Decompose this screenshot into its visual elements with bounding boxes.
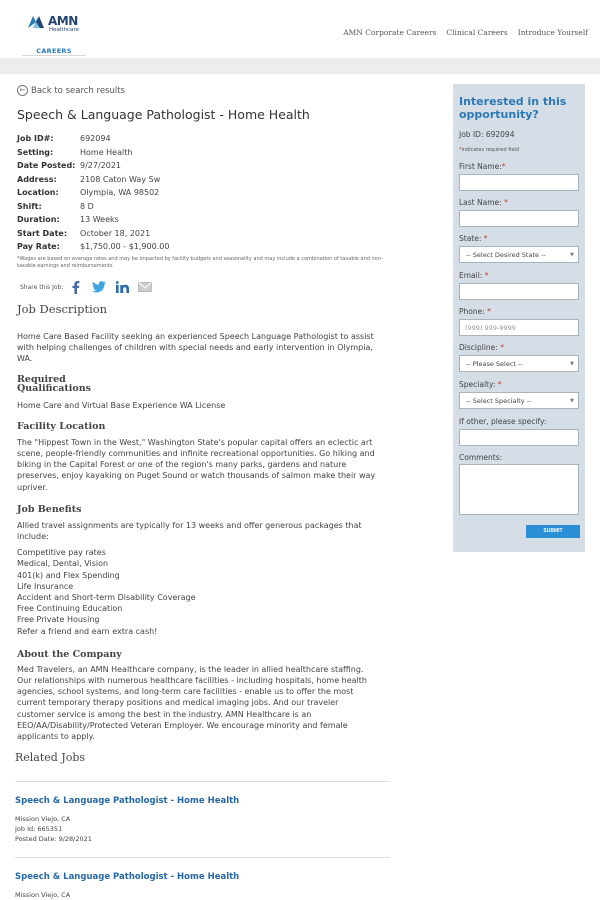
careers-label: CAREERS — [36, 47, 72, 55]
phone-label: Phone: * — [459, 307, 491, 316]
detail-label: Duration: — [17, 215, 60, 224]
detail-row-location — [17, 188, 169, 202]
related-job-location: Mission Viejo, CA — [15, 891, 71, 899]
list-item: Medical, Dental, Vision — [17, 559, 109, 569]
job-benefits-intro: Allied travel assignments are typically for 13 weeks and offer generous packages that include: — [17, 520, 362, 542]
detail-value: Olympia, WA 98502 — [80, 188, 160, 197]
detail-label: Pay Rate: — [17, 242, 60, 251]
facility-location-heading: Facility Location — [17, 420, 106, 432]
state-label: State: * — [459, 234, 488, 243]
twitter-icon[interactable] — [92, 280, 106, 294]
back-label: Back to search results — [31, 85, 125, 96]
related-job-meta — [15, 890, 70, 900]
submit-button[interactable]: SUBMIT — [526, 525, 580, 538]
header-divider-band — [0, 58, 600, 74]
detail-value: 13 Weeks — [80, 215, 119, 224]
job-content — [17, 302, 377, 742]
apply-form-panel — [453, 84, 585, 552]
related-jobs-heading: Related Jobs — [15, 751, 86, 764]
detail-value: Home Health — [80, 147, 133, 157]
logo-text: AMN — [48, 14, 78, 28]
detail-label: Setting: — [17, 147, 54, 157]
detail-row-date-posted — [17, 161, 169, 175]
detail-value: 9/27/2021 — [80, 161, 122, 170]
job-description-heading: Job Description — [17, 302, 108, 316]
back-arrow-icon: ← — [17, 85, 28, 96]
required-note: *indicates required field — [459, 147, 519, 153]
other-specify-input[interactable] — [459, 429, 579, 446]
detail-label: Job ID#: — [17, 134, 54, 143]
facility-location-text: The "Hippest Town in the West," Washington State's popular capital offers an eclectic art scene, people-friendly communities and infinite recreational opportunities. Go hiking and biking in the Capital Forest or one of the region's many parks, gardens and nature preserves, enjoy kayaking on Puget Sound or watch thousands of salmon make their way upriver. — [17, 437, 376, 492]
chevron-down-icon: ▼ — [570, 361, 574, 367]
required-qualifications-heading — [17, 375, 377, 393]
required-qualifications-text: Home Care and Virtual Base Experience WA License — [17, 400, 226, 410]
discipline-label: Discipline: * — [459, 343, 504, 352]
share-label: Share this Job: — [20, 283, 64, 291]
related-job-id: Job Id: 665351 — [15, 825, 63, 833]
amn-logo-icon — [28, 14, 44, 30]
detail-row-job-id — [17, 134, 169, 148]
specialty-label: Specialty: * — [459, 380, 502, 389]
back-to-search-link[interactable] — [17, 85, 125, 96]
detail-row-shift — [17, 202, 169, 216]
detail-label: Location: — [17, 188, 59, 197]
detail-value: 8 D — [80, 201, 94, 211]
email-share-icon[interactable] — [138, 280, 152, 294]
detail-row-setting — [17, 148, 169, 162]
detail-label: Address: — [17, 174, 57, 184]
detail-value: 2108 Caton Way Sw — [80, 174, 161, 184]
email-label: Email: * — [459, 271, 489, 280]
form-title: Interested in this opportunity? — [459, 95, 567, 121]
list-item: Refer a friend and earn extra cash! — [17, 626, 158, 636]
job-details — [17, 134, 169, 256]
detail-row-pay-rate — [17, 242, 169, 256]
list-item: Free Continuing Education — [17, 604, 123, 614]
required-note-text: indicates required field — [461, 147, 519, 153]
related-job-title-link[interactable]: Speech & Language Pathologist - Home Health — [15, 872, 240, 882]
list-item: Accident and Short-term Disability Coverage — [17, 593, 196, 603]
detail-value: $1,750.00 - $1,900.00 — [80, 242, 170, 251]
form-job-id: Job ID: 692094 — [459, 130, 515, 139]
list-item: Competitive pay rates — [17, 548, 106, 558]
amn-logo[interactable] — [22, 10, 86, 56]
nav-link-introduce-yourself[interactable]: Introduce Yourself — [517, 28, 588, 37]
about-company-heading: About the Company — [17, 648, 122, 660]
list-item: Free Private Housing — [17, 615, 100, 625]
linkedin-icon[interactable] — [115, 280, 129, 294]
required-heading-line-1: Required — [17, 373, 66, 385]
comments-label: Comments: — [459, 453, 503, 462]
chevron-down-icon: ▼ — [570, 252, 574, 258]
wage-note: *Wages are based on average rates and may be impacted by facility budgets and seasonality and may include a combination of taxable and non-taxable earnings and reimbursements. — [17, 256, 383, 269]
nav-link-clinical-careers[interactable]: Clinical Careers — [446, 28, 508, 37]
top-nav — [333, 28, 588, 37]
job-description-text: Home Care Based Facility seeking an experienced Speech Language Pathologist to assist with helping challenges of children with special needs and early intervention in Olympia, WA. — [17, 332, 374, 364]
list-item: Life Insurance — [17, 581, 74, 591]
detail-value: October 18, 2021 — [80, 228, 151, 238]
phone-input[interactable]: (999) 999-9999 — [459, 319, 579, 336]
detail-row-start-date — [17, 229, 169, 243]
about-company-text: Med Travelers, an AMN Healthcare company, is the leader in allied healthcare staffing. Our relationships with numerous healthcare facilities - including hospitals, home health agencies, school systems, and long-term care facilities - enable us to offer the most current temporary therapy positions and medical imaging jobs. And our traveler customer service is among the best in the industry. AMN Healthcare is an EEO/AA/Disability/Protected Veteran Employer. We encourage minority and female applicants to apply. — [17, 664, 367, 742]
state-select[interactable]: -- Select Desired State -- ▼ — [459, 246, 579, 263]
related-job-posted: Posted Date: 9/28/2021 — [15, 835, 92, 843]
nav-link-corporate-careers[interactable]: AMN Corporate Careers — [343, 28, 437, 37]
logo-subtext: Healthcare — [49, 27, 79, 33]
required-heading-line-2: Qualifications — [17, 382, 91, 394]
facebook-icon[interactable] — [69, 280, 83, 294]
divider — [15, 857, 390, 858]
divider — [15, 781, 390, 782]
related-job-location: Mission Viejo, CA — [15, 815, 71, 823]
related-job-title-link[interactable]: Speech & Language Pathologist - Home Health — [15, 796, 240, 806]
list-item: 401(k) and Flex Spending — [17, 570, 120, 580]
detail-label: Shift: — [17, 201, 42, 211]
detail-row-duration — [17, 215, 169, 229]
benefits-list — [17, 547, 377, 637]
chevron-down-icon: ▼ — [570, 398, 574, 404]
detail-label: Start Date: — [17, 228, 68, 238]
detail-value: 692094 — [80, 134, 111, 143]
detail-row-address — [17, 175, 169, 189]
specialty-select[interactable]: -- Select Specialty -- ▼ — [459, 392, 579, 409]
last-name-label: Last Name: * — [459, 198, 508, 207]
last-name-input[interactable] — [459, 210, 579, 227]
discipline-select[interactable]: -- Please Select -- ▼ — [459, 355, 579, 372]
job-title: Speech & Language Pathologist - Home Health — [17, 107, 310, 122]
detail-label: Date Posted: — [17, 161, 76, 170]
job-benefits-heading: Job Benefits — [17, 503, 82, 515]
share-bar — [20, 280, 161, 294]
other-specify-label: If other, please specify: — [459, 417, 547, 426]
first-name-label: First Name:* — [459, 162, 506, 171]
site-header — [0, 0, 600, 58]
email-input[interactable] — [459, 283, 579, 300]
first-name-input[interactable] — [459, 174, 579, 191]
comments-textarea[interactable] — [459, 464, 579, 515]
related-job-meta — [15, 814, 92, 844]
